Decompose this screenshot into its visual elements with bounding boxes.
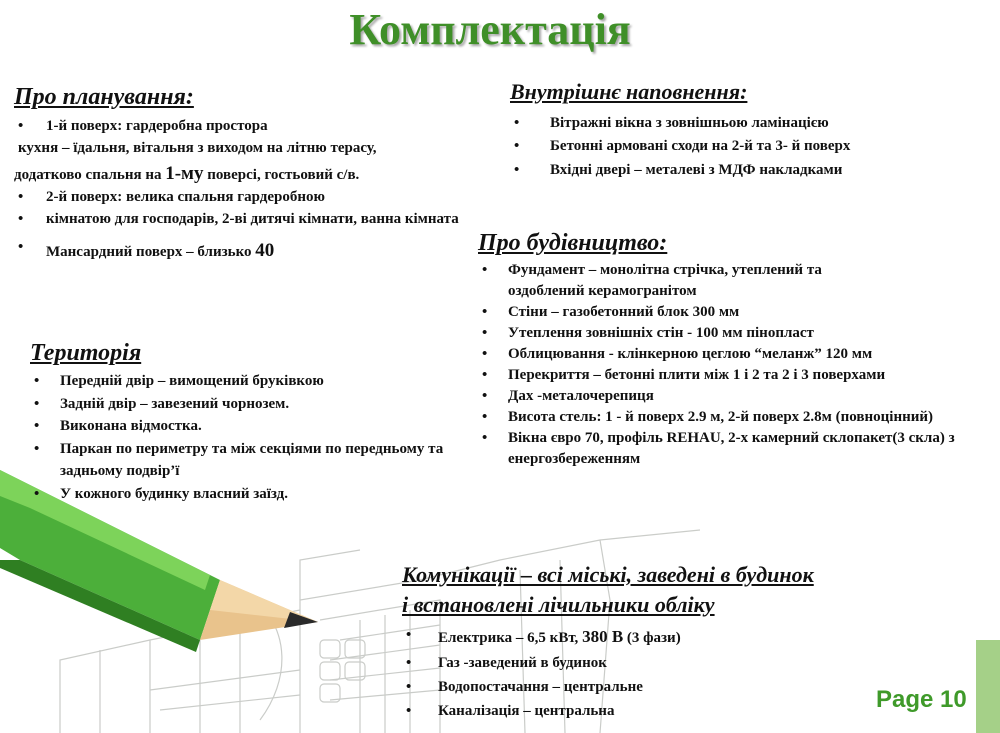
item-text: 40 [255, 239, 275, 261]
list-item: • Передній двір – вимощений бруківкою [30, 370, 470, 393]
list-item: • У кожного будинку власний заїзд. [30, 483, 470, 506]
communications-heading: Комунікації – всі міські, заведені в будинок [402, 562, 814, 587]
planning-list [14, 116, 494, 264]
list-item: • Вхідні двері – металеві з МДФ накладками [510, 159, 990, 182]
list-item: • Водопостачання – центральне [402, 675, 962, 699]
territory-section [30, 340, 470, 505]
item-text-wrap [14, 162, 360, 184]
communications-heading-line2: і встановлені лічильники обліку [402, 591, 715, 617]
list-item: • Паркан по периметру та між секціями по передньому та задньому подвір’ї [30, 438, 470, 483]
construction-list [478, 260, 993, 470]
list-item: • Виконана відмостка. [30, 415, 470, 438]
planning-section [14, 84, 494, 264]
item-text: 380 В [582, 627, 624, 647]
page-title: Комплектація [349, 5, 631, 54]
list-item [14, 116, 494, 187]
territory-list [30, 370, 470, 505]
item-text: додатково спальня на [14, 166, 166, 183]
list-item [402, 623, 962, 650]
planning-heading: Про планування: [14, 84, 194, 110]
construction-heading: Про будівництво: [478, 230, 668, 256]
construction-section [478, 230, 993, 470]
item-text: Електрика – 6,5 кВт, [438, 630, 583, 647]
interior-section [510, 80, 990, 182]
page-number: Page 10 [876, 686, 967, 713]
list-item: • Висота стель: 1 - й поверх 2.9 м, 2-й поверх 2.8м (повноцінний) [478, 407, 993, 428]
list-item: • Задній двір – завезений чорнозем. [30, 393, 470, 416]
item-text: поверсі, гостьовий с/в. [203, 166, 360, 183]
territory-heading: Територія [30, 340, 142, 366]
item-text: кухня – їдальня, вітальня з виходом на літню терасу, [18, 140, 377, 157]
list-item: • Фундамент – монолітна стрічка, утеплений та [478, 260, 993, 281]
interior-heading: Внутрішнє наповнення: [510, 79, 748, 104]
list-item: • Вітражні вікна з зовнішньою ламінацією [510, 112, 990, 135]
list-item: • Каналізація – центральна [402, 699, 962, 723]
list-item: • Перекриття – бетонні плити між 1 і 2 та 2 і 3 поверхами [478, 365, 993, 386]
interior-list [510, 112, 990, 182]
item-text: (3 фази) [623, 630, 681, 647]
list-item: • кімнатою для господарів, 2-ві дитячі кімнати, ванна кімната [14, 209, 494, 231]
item-text: 1-му [165, 162, 204, 184]
item-text: Мансардний поверх – близько [46, 243, 256, 260]
list-item: • Утеплення зовнішніх стін - 100 мм пінопласт [478, 323, 993, 344]
item-text: 1-й поверх: гардеробна простора [46, 118, 268, 135]
list-item: • Газ -заведений в будинок [402, 651, 962, 675]
list-item: • Вікна євро 70, профіль REHAU, 2-х камерний склопакет(3 скла) з енергозбереженням [478, 428, 993, 470]
list-item: • Бетонні армовані сходи на 2-й та 3- й поверх [510, 135, 990, 158]
list-item: • Стіни – газобетонний блок 300 мм [478, 302, 993, 323]
list-item: • Дах -металочерепиця [478, 386, 993, 407]
list-item: • Облицювання - клінкерною цеглою “меланж” 120 мм [478, 344, 993, 365]
list-item [14, 237, 494, 265]
list-item: • 2-й поверх: велика спальня гардеробною [14, 187, 494, 209]
list-item: оздоблений керамогранітом [508, 283, 697, 300]
